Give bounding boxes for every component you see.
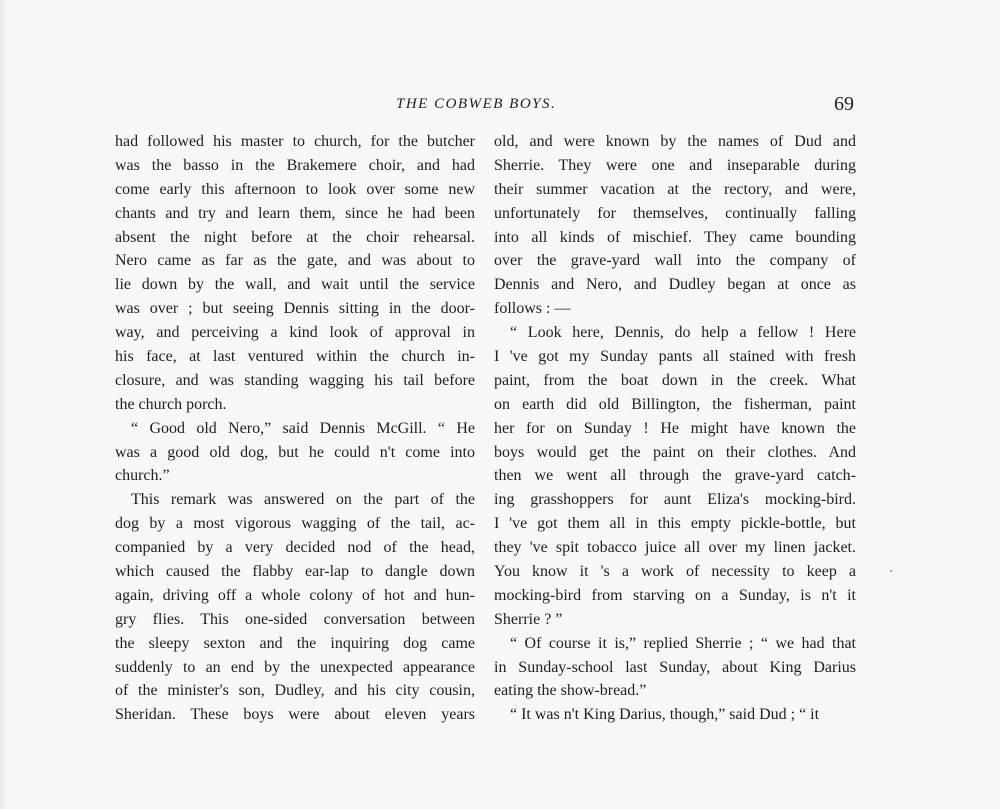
text-line: his face, at last ventured within the church in- [115, 348, 475, 366]
text-line: then we went all through the grave-yard catch- [494, 467, 856, 485]
text-line: Sherrie. They were one and inseparable during [494, 156, 856, 174]
text-line: come early this afternoon to look over some new [115, 180, 475, 198]
text-line: lie down by the wall, and wait until the service [115, 276, 475, 294]
text-line: into all kinds of mischief. They came bounding [494, 228, 856, 246]
right-text-column [494, 130, 856, 727]
text-line: her for on Sunday ! He might have known the [494, 419, 856, 437]
text-line: closure, and was standing wagging his tail before [115, 371, 475, 389]
text-line: in Sunday-school last Sunday, about King Darius [494, 658, 856, 676]
text-line: “ It was n't King Darius, though,” said Dud ; “ it [510, 706, 820, 724]
text-line: unfortunately for themselves, continually falling [494, 204, 856, 222]
text-line: boys would get the paint on their clothes. And [494, 443, 856, 461]
text-line: suddenly to an end by the unexpected appearance [115, 658, 475, 676]
text-line: absent the night before at the choir rehearsal. [115, 228, 475, 246]
text-line: over the grave-yard wall into the company of [494, 252, 856, 270]
text-line: “ Good old Nero,” said Dennis McGill. “ He [131, 419, 475, 437]
text-line: Dennis and Nero, and Dudley began at once as [494, 276, 856, 294]
text-line: gry flies. This one-sided conversation between [115, 610, 475, 628]
text-line: was over ; but seeing Dennis sitting in the door- [115, 300, 475, 318]
text-line: on earth did old Billington, the fisherman, paint [494, 395, 856, 413]
text-line: Nero came as far as the gate, and was about to [115, 252, 475, 270]
text-line: dog by a most vigorous wagging of the tail, ac- [115, 515, 475, 533]
paper-speck [890, 570, 892, 572]
running-title: THE COBWEB BOYS. [396, 96, 557, 112]
page-edge-shadow [0, 0, 6, 809]
text-line: follows : — [494, 300, 571, 318]
text-line: was the basso in the Brakemere choir, and had [115, 156, 475, 174]
text-line: they 've spit tobacco juice all over my linen jacket. [494, 539, 856, 557]
text-line: “ Of course it is,” replied Sherrie ; “ we had that [510, 634, 856, 652]
text-line: paint, from the boat down in the creek. What [494, 371, 856, 389]
page-number: 69 [834, 93, 854, 115]
text-line: mocking-bird from starving on a Sunday, is n't it [494, 586, 856, 604]
running-header [0, 91, 1000, 117]
text-line: which caused the flabby ear-lap to dangle down [115, 563, 475, 581]
text-line: ing grasshoppers for aunt Eliza's mocking-bird. [494, 491, 856, 509]
text-line: the sleepy sexton and the inquiring dog came [115, 634, 475, 652]
text-line: You know it 's a work of necessity to keep a [494, 563, 856, 581]
text-line: Sherrie ? ” [494, 610, 563, 628]
text-line: Sheridan. These boys were about eleven years [115, 706, 475, 724]
text-line: old, and were known by the names of Dud and [494, 133, 856, 150]
text-line: way, and perceiving a kind look of approval in [115, 324, 475, 342]
text-line: had followed his master to church, for the butcher [115, 133, 475, 150]
text-line: of the minister's son, Dudley, and his city cousin, [115, 682, 475, 700]
text-line: chants and try and learn them, since he had been [115, 204, 475, 222]
left-text-column [115, 130, 475, 727]
text-line: eating the show-bread.” [494, 682, 647, 700]
text-line: I 've got them all in this empty pickle-bottle, but [494, 515, 856, 533]
text-line: companied by a very decided nod of the head, [115, 539, 475, 557]
text-line: was a good old dog, but he could n't come into [115, 443, 475, 461]
text-line: their summer vacation at the rectory, and were, [494, 180, 856, 198]
text-line: church.” [115, 467, 170, 485]
text-line: again, driving off a whole colony of hot and hun- [115, 586, 475, 604]
text-line: “ Look here, Dennis, do help a fellow ! Here [510, 324, 856, 342]
text-line: This remark was answered on the part of the [131, 491, 475, 509]
text-line: I 've got my Sunday pants all stained with fresh [494, 348, 856, 366]
text-line: the church porch. [115, 395, 227, 413]
